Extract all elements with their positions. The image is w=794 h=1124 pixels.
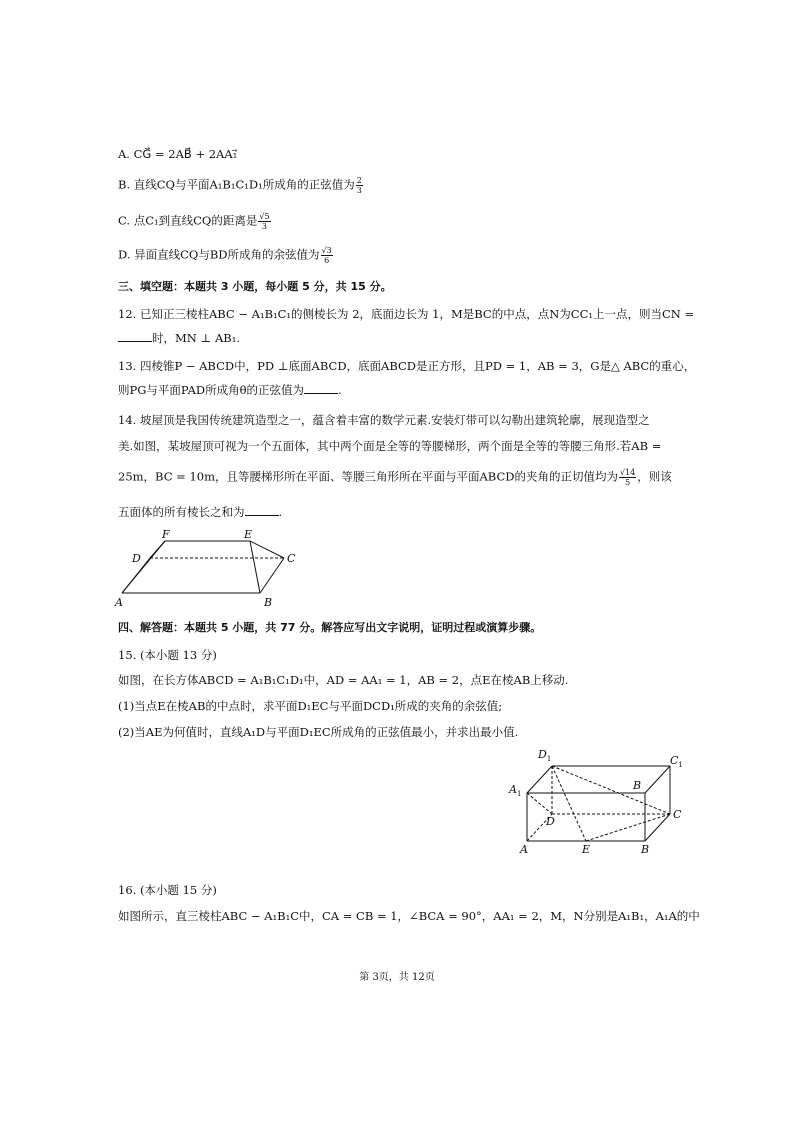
option-d xyxy=(118,246,334,265)
label-d: D xyxy=(546,815,555,828)
cuboid-figure xyxy=(500,744,690,860)
q16-heading: 16. (本小题 15 分) xyxy=(118,883,217,897)
q13-line1: 13. 四棱锥P − ABCD中，PD ⊥底面ABCD，底面ABCD是正方形，且PD = 1，AB = 3，G是△ ABC的重心， xyxy=(118,359,696,373)
label-d1: $D_1$ xyxy=(538,748,552,763)
label-b: B xyxy=(264,596,273,609)
option-a: A. CG⃗ = 2AB⃗ + 2AA₁⃗ xyxy=(118,147,238,161)
label-c: C xyxy=(673,808,682,821)
roof-figure xyxy=(110,526,310,610)
option-b-num: 2 xyxy=(356,176,362,185)
label-b: B xyxy=(641,843,650,856)
label-a: A xyxy=(520,843,528,856)
q14-end: . xyxy=(278,505,283,519)
section-3-heading: 三、填空题：本题共 3 小题，每小题 5 分，共 15 分。 xyxy=(118,280,392,293)
edge-bc xyxy=(260,558,284,593)
q15-line2: (1)当点E在棱AB的中点时，求平面D₁EC与平面DCD₁所成的夹角的余弦值; xyxy=(118,699,503,713)
option-d-den: 6 xyxy=(324,256,330,265)
option-c-fraction xyxy=(258,212,270,231)
q13-line2-text: 则PG与平面PAD所成角θ的正弦值为 xyxy=(118,383,305,397)
q13-line2 xyxy=(118,382,342,398)
option-b-text: B. 直线CQ与平面A₁B₁C₁D₁所成角的正弦值为 xyxy=(118,177,355,192)
label-e: E xyxy=(582,843,591,856)
option-d-text: D. 异面直线CQ与BD所成角的余弦值为 xyxy=(118,247,320,262)
q15-line1: 如图，在长方体ABCD = A₁B₁C₁D₁中，AD = AA₁ = 1，AB = 2，点E在棱AB上移动. xyxy=(118,673,569,687)
q14-answer-blank xyxy=(245,504,279,516)
q14-line1: 14. 坡屋顶是我国传统建筑造型之一，蕴含着丰富的数学元素.安装灯带可以勾勒出建筑轮廓，展现造型之 xyxy=(118,413,650,427)
q14-line4 xyxy=(118,504,282,520)
edge-fd xyxy=(150,541,165,558)
q14-frac-num: √14 xyxy=(619,468,636,477)
option-c-num: √5 xyxy=(259,212,270,221)
edge-eb xyxy=(250,541,260,593)
q14-fraction xyxy=(619,468,636,487)
edge-ec xyxy=(250,541,284,558)
label-c: C xyxy=(287,552,296,565)
edge-a1d1 xyxy=(527,766,552,793)
option-b xyxy=(118,176,364,195)
option-b-den: 3 xyxy=(356,186,362,195)
label-a: A xyxy=(115,596,123,609)
q16-line1: 如图所示，直三棱柱ABC − A₁B₁C中，CA = CB = 1，∠BCA = 90°，AA₁ = 2，M，N分别是A₁B₁，A₁A的中 xyxy=(118,909,700,923)
label-c1: $C_1$ xyxy=(670,754,683,769)
label-d: D xyxy=(132,552,141,565)
q12-line1: 12. 已知正三棱柱ABC − A₁B₁C₁的侧棱长为 2，底面边长为 1，M是BC的中点，点N为CC₁上一点，则当CN = xyxy=(118,307,695,321)
option-d-num: √3 xyxy=(321,246,332,255)
edge-b1c1 xyxy=(645,766,670,793)
section-4-heading: 四、解答题：本题共 5 小题，共 77 分。解答应写出文字说明，证明过程或演算步骤。 xyxy=(118,621,542,634)
page-footer: 第 3页，共 12页 xyxy=(359,972,435,983)
q14-line2: 美.如图，某坡屋顶可视为一个五面体，其中两个面是全等的等腰梯形，两个面是全等的等腰三角形.若AB = xyxy=(118,439,662,453)
option-d-fraction xyxy=(321,246,333,265)
q12-answer-blank xyxy=(118,330,152,342)
q14-line3-tail: ，则该 xyxy=(637,469,672,484)
option-c-text: C. 点C₁到直线CQ的距离是 xyxy=(118,213,258,228)
q14-line3 xyxy=(118,468,672,487)
option-c xyxy=(118,212,272,231)
q14-frac-den: 5 xyxy=(625,478,631,487)
option-c-den: 3 xyxy=(261,222,267,231)
q12-line2 xyxy=(118,330,240,346)
seg-a1d xyxy=(527,793,552,814)
q15-line3: (2)当AE为何值时，直线A₁D与平面D₁EC所成角的正弦值最小，并求出最小值. xyxy=(118,725,519,739)
q12-line2-text: 时，MN ⊥ AB₁. xyxy=(152,331,240,345)
label-e: E xyxy=(244,528,253,541)
q14-line4-text: 五面体的所有棱长之和为 xyxy=(118,505,245,519)
label-a1: $A_1$ xyxy=(509,783,522,798)
q15-heading: 15. (本小题 13 分) xyxy=(118,648,217,662)
q13-answer-blank xyxy=(304,382,338,394)
label-b1: B xyxy=(633,779,642,792)
seg-d1c xyxy=(552,766,670,814)
q13-end: . xyxy=(338,383,342,397)
q14-line3-text: 25m，BC = 10m，且等腰梯形所在平面、等腰三角形所在平面与平面ABCD的夹角的正切值均为 xyxy=(118,469,618,484)
option-b-fraction xyxy=(356,176,363,195)
label-f: F xyxy=(162,528,170,541)
